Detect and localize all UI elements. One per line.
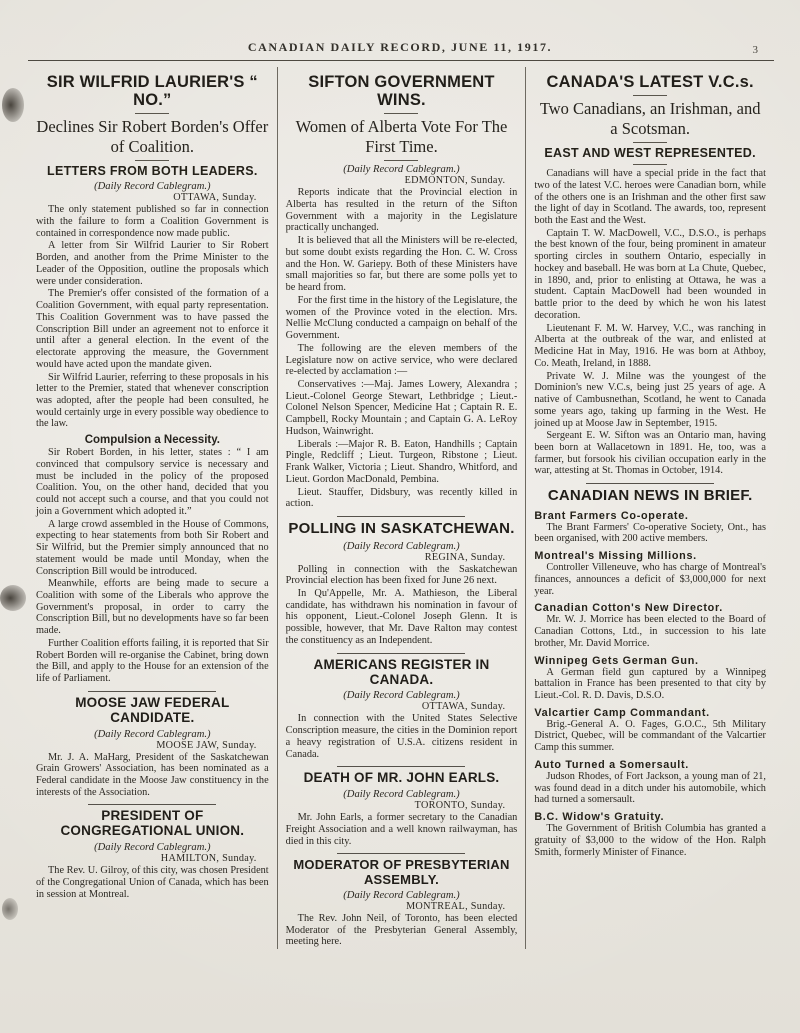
headline: SIR WILFRID LAURIER'S “ NO.”: [46, 73, 258, 110]
headline: SIFTON GOVERNMENT WINS.: [308, 73, 495, 110]
paragraph: Conservatives :—Maj. James Lowery, Alexandra ; Lieut.-Colonel George Stewart, Lethbridge ; Lieut.-Colonel Nelson Spencer, Medicine Hat ; Captain R. E. Campbell, Rocky Mountain ; and Captain G. A. LeRoy Hudson, Wainwright.: [285, 378, 518, 437]
ink-smudge: [0, 585, 26, 611]
deck-headline: Two Canadians, an Irishman, and a Scotsman.: [539, 99, 761, 138]
paragraph: Mr. W. J. Morrice has been elected to the Board of Canadian Cottons, Ltd., in succession to his late brother, Mr. David Morrice.: [534, 614, 766, 649]
paragraph: The following are the eleven members of the Legislature now on active service, who were declared re-elected by acclamation :—: [285, 342, 518, 378]
brief-item-head: B.C. Widow's Gratuity.: [534, 811, 665, 824]
article-divider-rule: [88, 804, 216, 805]
paragraph: Sir Wilfrid Laurier, referring to these proposals in his letter to the Premier, stated that whenever conscription was adopted, after the people had been consulted, he would certainly urge in every possible way obedience to the law.: [36, 371, 269, 430]
article-presbyterian-moderator: [286, 858, 518, 948]
paragraph: The Rev. John Neil, of Toronto, has been elected Moderator of the Presbyterian General Assembly, meeting here.: [285, 912, 518, 948]
article-americans-register: [286, 658, 518, 761]
paragraph: Further Coalition efforts failing, it is reported that Sir Robert Borden will re-organise the Cabinet, bring down the Bill, and apply to the House for an extension of the life of Parliament.: [36, 637, 269, 685]
credit-line: (Daily Record Cablegram.): [94, 181, 211, 193]
article-sifton-wins: [286, 73, 518, 510]
dateline: REGINA, Sunday.: [424, 551, 506, 563]
paragraph: Private W. J. Milne was the youngest of the Dominion's new V.C.s, being just 25 years of age. A native of Cambusnethan, Scotland, he went to Canada some years ago, taking up farming in the West. He joined up at Moose Jaw in September, 1915.: [534, 370, 766, 429]
paragraph: Controller Villeneuve, who has charge of Montreal's finances, announces a deficit of $3,000,000 for next year.: [534, 562, 766, 597]
article-moose-jaw-candidate: [36, 696, 269, 799]
dateline: EDMONTON, Sunday.: [404, 175, 506, 187]
paragraph: For the first time in the history of the Legislature, the women of the Province voted in the election. Mrs. Nellie McClung conducted a campaign on behalf of the Government.: [285, 294, 518, 342]
sub-headline: LETTERS FROM BOTH LEADERS.: [47, 164, 258, 179]
article-divider-rule: [88, 691, 216, 692]
dateline: TORONTO, Sunday.: [414, 800, 506, 812]
paragraph: In connection with the United States Selective Conscription measure, the cities in the Dominion report a heavy registration of U.S.A. citizens resident in Canada.: [285, 713, 518, 760]
paragraph: Captain T. W. MacDowell, V.C., D.S.O., is perhaps the best known of the four, being prominent in amateur sporting circles in southern Ontario, especially in hockey and baseball. He was born at La Chute, Quebec, in 1890, and, prior to enlisting at Ottawa, he was a student. Captain MacDowell had been wounded in battle prior to the deed by which he won his latest decoration.: [534, 227, 766, 321]
dateline: OTTAWA, Sunday.: [421, 701, 506, 713]
article-congregational-union: [36, 809, 269, 900]
divider-rule: [135, 160, 169, 161]
article-news-in-brief: [534, 488, 766, 858]
crosshead: Compulsion a Necessity.: [84, 434, 220, 447]
article-divider-rule: [337, 516, 465, 517]
dateline: MOOSE JAW, Sunday.: [156, 739, 257, 751]
paragraph: Reports indicate that the Provincial election in Alberta has resulted in the return of the Sifton Government with a majority in the Legislature practically unchanged.: [285, 187, 518, 234]
ink-smudge: [2, 898, 18, 920]
article-laurier-no: [36, 73, 269, 685]
article-divider-rule: [337, 766, 465, 767]
brief-item-head: Montreal's Missing Millions.: [534, 550, 697, 563]
paragraph: A German field gun captured by a Winnipeg battalion in France has been presented to that city by Lieut.-Col. R. D. Davis, D.S.O.: [534, 666, 766, 702]
paragraph: It is believed that all the Ministers will be re-elected, but some doubt exists regarding the Hon. C. W. Cross and the Hon. W. Gariepy. Both of these Ministers have small majorities so far, but there are some polls yet to be heard from.: [285, 235, 518, 294]
brief-item-head: Canadian Cotton's New Director.: [534, 602, 723, 615]
headline: AMERICANS REGISTER IN CANADA.: [313, 656, 490, 687]
paragraph: Judson Rhodes, of Fort Jackson, a young man of 21, was found dead in a ditch under his automobile, which had turned a somersault.: [534, 770, 766, 806]
paragraph: Polling in connection with the Saskatchewan Provincial election has been fixed for June 26 next.: [285, 563, 518, 587]
credit-line: (Daily Record Cablegram.): [343, 889, 460, 901]
credit-line: (Daily Record Cablegram.): [94, 842, 211, 854]
paragraph: A large crowd assembled in the House of Commons, expecting to hear statements from both Sir Robert and Sir Wilfrid, but the Premier simply announced that no statement would be made until Monday, when the Conscription Bill would be introduced.: [36, 518, 269, 577]
paragraph: Lieutenant F. M. W. Harvey, V.C., was ranching in Alberta at the outbreak of the war, and enlisted at Medicine Hat in May, 1916. He was born at Athboy, Co. Meath, Ireland, in 1888.: [534, 322, 766, 369]
masthead-row: [0, 0, 800, 55]
paragraph: The Premier's offer consisted of the formation of a Coalition Government, with equal party representation. This Coalition Government was to have passed the Conscription Bill under an agreement not to enforce it until after a general election. In the event of the electorate approving the measure, the Government would have acted upon the mandate given.: [36, 288, 269, 370]
headline: DEATH OF MR. JOHN EARLS.: [303, 770, 500, 786]
divider-rule: [135, 113, 169, 114]
dateline: OTTAWA, Sunday.: [173, 192, 257, 204]
divider-rule: [633, 142, 667, 143]
divider-rule: [384, 160, 418, 161]
masthead-title: CANADIAN DAILY RECORD, JUNE 11, 1917.: [247, 40, 553, 54]
divider-rule: [633, 164, 667, 165]
brief-item-head: Brant Farmers Co-operate.: [534, 509, 689, 522]
paragraph: Sir Robert Borden, in his letter, states : “ I am convinced that compulsory service is necessary and must be included in the policy of the proposed Coalition. You, on the other hand, decided that you could not accept such a course, and that you could not join a Government which adopted it.”: [36, 447, 269, 517]
paragraph: Sergeant E. W. Sifton was an Ontario man, having been born at Wallacetown in 1891. He, too, was a farmer, but forsook his civilian occupation early in the war, attesting at St. Thomas in October, 1914.: [534, 430, 766, 477]
columns: [0, 61, 800, 949]
column-3: [525, 67, 774, 949]
article-death-john-earls: [286, 771, 518, 847]
paragraph: Lieut. Stauffer, Didsbury, was recently killed in action.: [285, 486, 518, 510]
dateline: MONTREAL, Sunday.: [406, 900, 506, 912]
page-number: 3: [752, 44, 758, 56]
credit-line: (Daily Record Cablegram.): [343, 540, 460, 552]
paragraph: Meanwhile, efforts are being made to secure a Coalition with some of the Liberals who approve the Government's proposal, in order to carry the Conscription Bill, but no developments have so far been made.: [36, 578, 269, 637]
credit-line: (Daily Record Cablegram.): [343, 164, 460, 176]
brief-item-head: Winnipeg Gets German Gun.: [534, 654, 699, 667]
column-1: [28, 67, 277, 949]
paragraph: Mr. J. A. MaHarg, President of the Saskatchewan Grain Growers' Association, has been nominated as a Federal candidate in the Moose Jaw constituency in the interests of the Association.: [36, 751, 269, 798]
paragraph: Brig.-General A. O. Fages, G.O.C., 5th Military District, Quebec, will be commandant of the Valcartier Camp this summer.: [534, 718, 766, 754]
brief-item-head: Auto Turned a Somersault.: [534, 758, 689, 771]
credit-line: (Daily Record Cablegram.): [94, 728, 211, 740]
headline: CANADA'S LATEST V.C.s.: [546, 73, 754, 91]
credit-line: (Daily Record Cablegram.): [343, 690, 460, 702]
article-divider-rule: [337, 653, 465, 654]
headline: CANADIAN NEWS IN BRIEF.: [547, 487, 753, 505]
paragraph: Canadians will have a special pride in the fact that two of the latest V.C. heroes were Canadian born, while of the others one is an Irishman and the other first saw the light of day in Scotland. The awards, too, represent both the East and the West.: [534, 168, 766, 227]
column-2: [277, 67, 526, 949]
paragraph: In Qu'Appelle, Mr. A. Mathieson, the Liberal candidate, has withdrawn his nomination in favour of his opponent, Lieut.-Colonel Joseph Glenn. It is possible, however, that Mr. Dave Ralton may contest the constituency as an Independent.: [285, 588, 518, 646]
brief-item-head: Valcartier Camp Commandant.: [534, 706, 710, 719]
deck-headline: Declines Sir Robert Borden's Offer of Coalition.: [36, 117, 269, 156]
credit-line: (Daily Record Cablegram.): [343, 789, 460, 801]
article-divider-rule: [586, 483, 714, 484]
article-divider-rule: [337, 853, 465, 854]
ink-smudge: [2, 88, 24, 122]
divider-rule: [633, 95, 667, 96]
headline: MOOSE JAW FEDERAL CANDIDATE.: [75, 694, 230, 725]
paragraph: The Rev. U. Gilroy, of this city, was chosen President of the Congregational Union of Canada, which has been in session at Montreal.: [36, 865, 269, 900]
dateline: HAMILTON, Sunday.: [160, 853, 257, 865]
paragraph: The only statement published so far in connection with the failure to form a Coalition Government is contained in correspondence now made public.: [36, 204, 269, 239]
paragraph: A letter from Sir Wilfrid Laurier to Sir Robert Borden, and another from the Prime Minister to the Leader of the Opposition, outline the proposals which were under consideration.: [36, 240, 269, 287]
paragraph: The Brant Farmers' Co-operative Society, Ont., has been organised, with 200 active members.: [534, 521, 766, 545]
headline: PRESIDENT OF CONGREGATIONAL UNION.: [60, 808, 245, 839]
sub-headline: EAST AND WEST REPRESENTED.: [544, 146, 756, 161]
headline: MODERATOR OF PRESBYTERIAN ASSEMBLY.: [293, 857, 510, 887]
divider-rule: [384, 113, 418, 114]
paragraph: The Government of British Columbia has granted a gratuity of $3,000 to the widow of the Hon. Ralph Smith, formerly Minister of Finance.: [534, 823, 766, 858]
headline: POLLING IN SASKATCHEWAN.: [288, 520, 515, 538]
article-latest-vcs: [534, 73, 766, 477]
paragraph: Mr. John Earls, a former secretary to the Canadian Freight Association and a well known railwayman, has died in this city.: [285, 812, 518, 847]
paragraph: Liberals :—Major R. B. Eaton, Handhills ; Captain Pingle, Redcliff ; Lieut. Turgeon, Ribstone ; Lieut. Frank Walker, Victoria ; Lieut. Shandro, Whitford, and Lieut. Gordon MacDonald, Pembina.: [285, 438, 518, 485]
deck-headline: Women of Alberta Vote For The First Time.: [295, 117, 508, 156]
article-polling-saskatchewan: [286, 521, 518, 647]
